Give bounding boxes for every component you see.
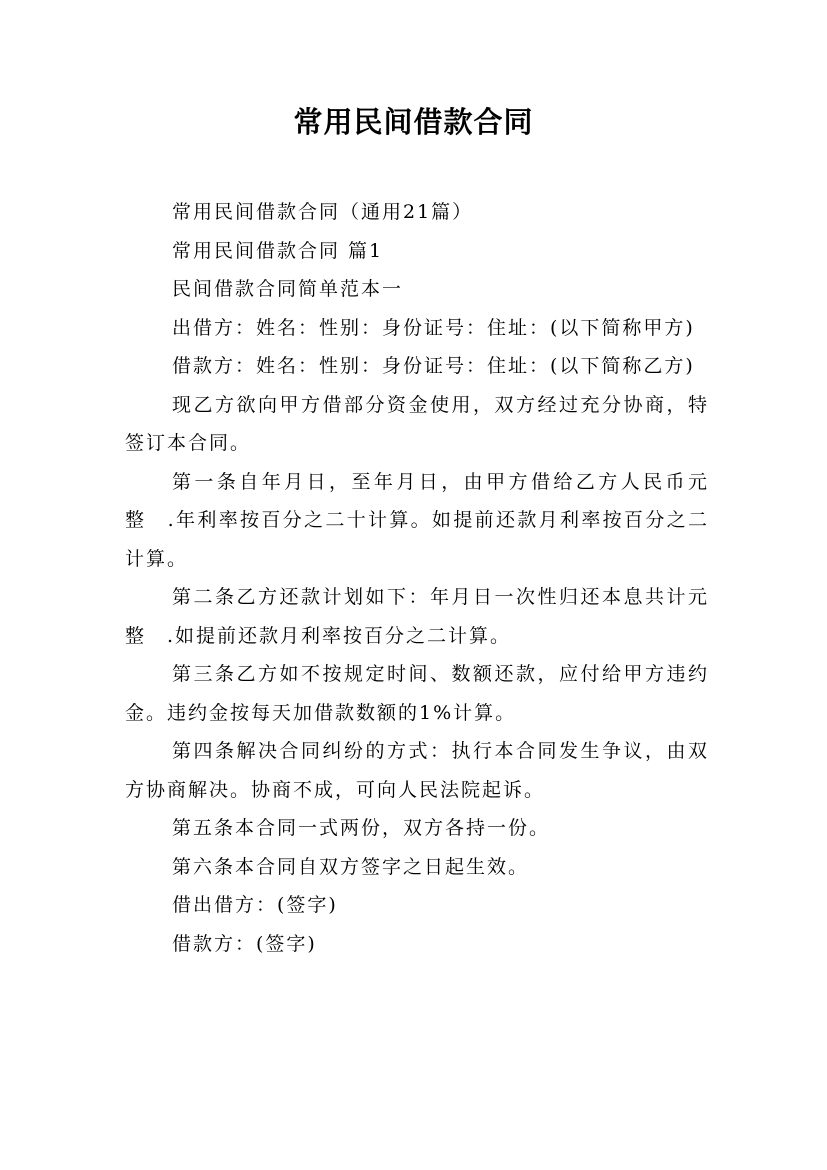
paragraph-article-6: 第六条本合同自双方签字之日起生效。: [172, 855, 530, 878]
paragraph-article-4: 第四条解决合同纠纷的方式：执行本合同发生争议，由双方协商解决。协商不成，可向人民法院起诉。: [125, 740, 709, 801]
paragraph-lender-info: 出借方：姓名：性别：身份证号：住址：(以下简称甲方): [172, 316, 695, 339]
paragraph-article-5: 第五条本合同一式两份，双方各持一份。: [172, 817, 551, 839]
paragraph-borrower-info: 借款方：姓名：性别：身份证号：住址：(以下简称乙方): [172, 355, 695, 377]
document-title: 常用民间借款合同: [293, 105, 534, 139]
paragraph-article-2: 第二条乙方还款计划如下：年月日一次性归还本息共计元整 .如提前还款月利率按百分之二计算。: [125, 586, 709, 647]
document-body: [125, 193, 709, 963]
paragraph-borrower-signature: 借款方：(签字): [172, 932, 317, 955]
paragraph-article-3: 第三条乙方如不按规定时间、数额还款，应付给甲方违约金。违约金按每天加借款数额的1%计算。: [125, 663, 709, 724]
paragraph-preamble: 现乙方欲向甲方借部分资金使用，双方经过充分协商，特签订本合同。: [125, 393, 709, 454]
paragraph-template-name: 民间借款合同简单范本一: [172, 278, 404, 300]
paragraph-section-title: 常用民间借款合同 篇1: [172, 239, 384, 262]
paragraph-heading-collection: 常用民间借款合同（通用21篇）: [172, 201, 474, 223]
paragraph-article-1: 第一条自年月日，至年月日，由甲方借给乙方人民币元整 .年利率按百分之二十计算。如提前还款月利率按百分之二计算。: [125, 470, 709, 570]
paragraph-lender-signature: 借出借方：(签字): [172, 894, 338, 916]
